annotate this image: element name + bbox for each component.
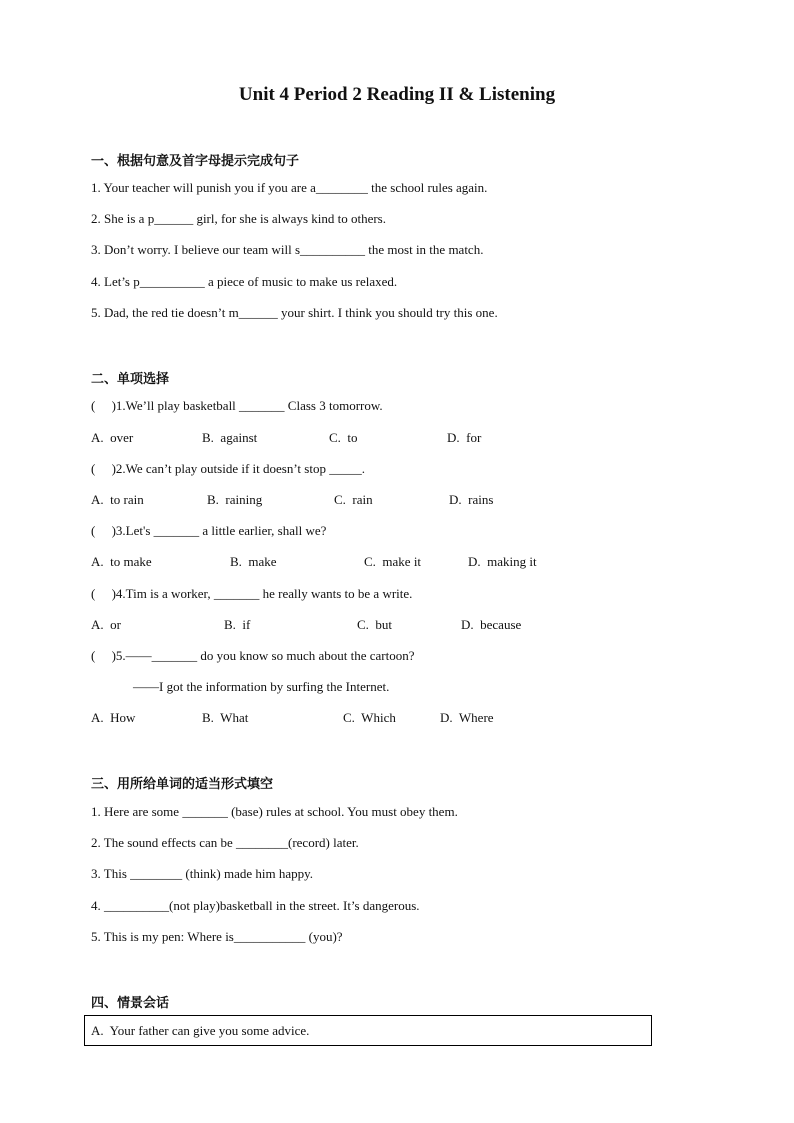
section-heading-1: 一、根据句意及首字母提示完成句子 [91, 154, 300, 169]
option-a: A. to make [91, 554, 152, 569]
option-d: D. making it [468, 554, 537, 569]
option-c: C. make it [364, 554, 422, 569]
question-stem: ( )5.——_______ do you know so much about the cartoon? [91, 648, 415, 663]
option-d: D. because [461, 617, 522, 632]
option-d: D. for [447, 430, 482, 445]
answer-line: ——I got the information by surfing the Internet. [133, 679, 390, 694]
question-stem: ( )1.We’ll play basketball _______ Class 3 tomorrow. [91, 398, 383, 413]
page-title: Unit 4 Period 2 Reading II & Listening [238, 84, 556, 105]
option-c: C. rain [334, 492, 373, 507]
section-heading-4: 四、情景会话 [91, 996, 170, 1011]
fill-item: 2. The sound effects can be ________(record) later. [91, 835, 359, 850]
option-a: A. or [91, 617, 121, 632]
option-c: C. Which [343, 710, 396, 725]
option-a: A. How [91, 710, 136, 725]
option-c: C. but [357, 617, 393, 632]
sentence-item: 5. Dad, the red tie doesn’t m______ your shirt. I think you should try this one. [91, 305, 498, 320]
dialogue-option-a: A. Your father can give you some advice. [91, 1023, 310, 1038]
option-b: B. if [224, 617, 251, 632]
question-stem: ( )3.Let's _______ a little earlier, shall we? [91, 523, 327, 538]
option-d: D. Where [440, 710, 494, 725]
sentence-item: 1. Your teacher will punish you if you are a________ the school rules again. [91, 180, 488, 195]
option-b: B. against [202, 430, 258, 445]
option-b: B. What [202, 710, 249, 725]
question-stem: ( )2.We can’t play outside if it doesn’t stop _____. [91, 461, 365, 476]
question-stem: ( )4.Tim is a worker, _______ he really wants to be a write. [91, 586, 413, 601]
section-heading-3: 三、用所给单词的适当形式填空 [91, 777, 274, 792]
fill-item: 5. This is my pen: Where is___________ (you)? [91, 929, 343, 944]
sentence-item: 2. She is a p______ girl, for she is always kind to others. [91, 211, 386, 226]
section-heading-2: 二、单项选择 [91, 372, 170, 387]
fill-item: 1. Here are some _______ (base) rules at school. You must obey them. [91, 804, 458, 819]
option-d: D. rains [449, 492, 494, 507]
option-b: B. raining [207, 492, 263, 507]
fill-item: 4. __________(not play)basketball in the street. It’s dangerous. [91, 898, 420, 913]
dialogue-options-box [84, 1015, 652, 1046]
option-c: C. to [329, 430, 358, 445]
sentence-item: 3. Don’t worry. I believe our team will s__________ the most in the match. [91, 242, 484, 257]
option-a: A. over [91, 430, 134, 445]
sentence-item: 4. Let’s p__________ a piece of music to make us relaxed. [91, 274, 398, 289]
fill-item: 3. This ________ (think) made him happy. [91, 866, 314, 881]
option-b: B. make [230, 554, 277, 569]
option-a: A. to rain [91, 492, 144, 507]
